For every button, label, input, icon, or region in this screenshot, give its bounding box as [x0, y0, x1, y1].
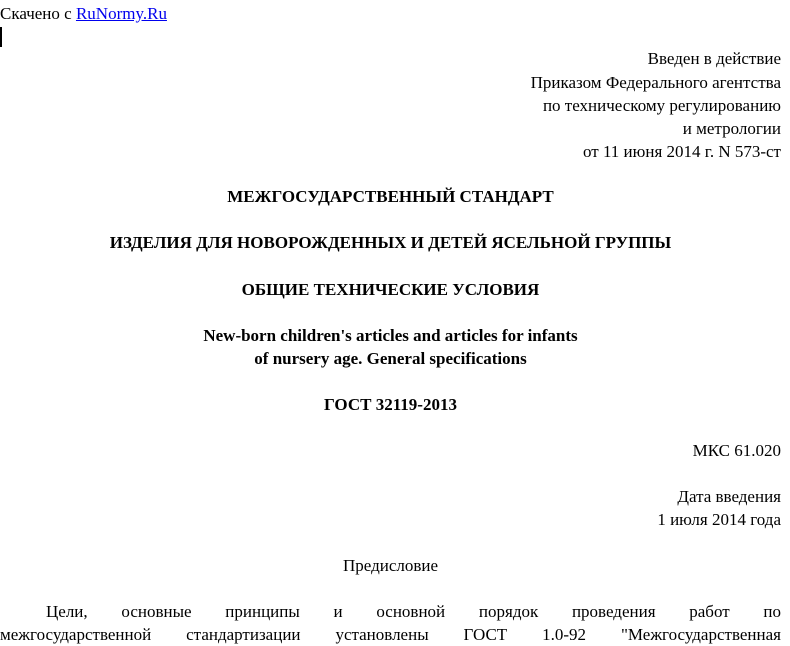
foreword-heading: Предисловие	[342, 556, 439, 575]
standard-code: ГОСТ 32119-2013	[324, 395, 457, 414]
intro-line-4: и метрологии	[682, 119, 781, 138]
english-title-line-2: of nursery age. General specifications	[254, 349, 527, 368]
intro-line-2: Приказом Федерального агентства	[530, 73, 781, 92]
effective-date-label: Дата введения	[677, 487, 781, 506]
mks-code: МКС 61.020	[692, 441, 781, 460]
intro-line-5: от 11 июня 2014 г. N 573-ст	[582, 142, 781, 161]
english-title-line-1: New-born children's articles and articles for infants	[203, 326, 578, 345]
text-cursor	[0, 27, 2, 47]
effective-date-value: 1 июля 2014 года	[657, 510, 781, 529]
foreword-paragraph-line-1: Цели, основные принципы и основной порядок проведения работ по	[46, 602, 781, 621]
download-notice	[0, 4, 167, 24]
standard-name-heading: ИЗДЕЛИЯ ДЛЯ НОВОРОЖДЕННЫХ И ДЕТЕЙ ЯСЕЛЬНОЙ ГРУППЫ	[109, 233, 672, 252]
runormy-link[interactable]: RuNormy.Ru	[75, 4, 167, 23]
intro-line-3: по техническому регулированию	[542, 96, 781, 115]
standard-type-heading: МЕЖГОСУДАРСТВЕННЫЙ СТАНДАРТ	[227, 187, 554, 206]
standard-subtitle-heading: ОБЩИЕ ТЕХНИЧЕСКИЕ УСЛОВИЯ	[241, 280, 540, 299]
foreword-paragraph-line-2: межгосударственной стандартизации установлены ГОСТ 1.0-92 "Межгосударственная	[0, 625, 781, 644]
download-prefix: Скачено с	[0, 4, 76, 23]
intro-line-1: Введен в действие	[647, 49, 781, 68]
